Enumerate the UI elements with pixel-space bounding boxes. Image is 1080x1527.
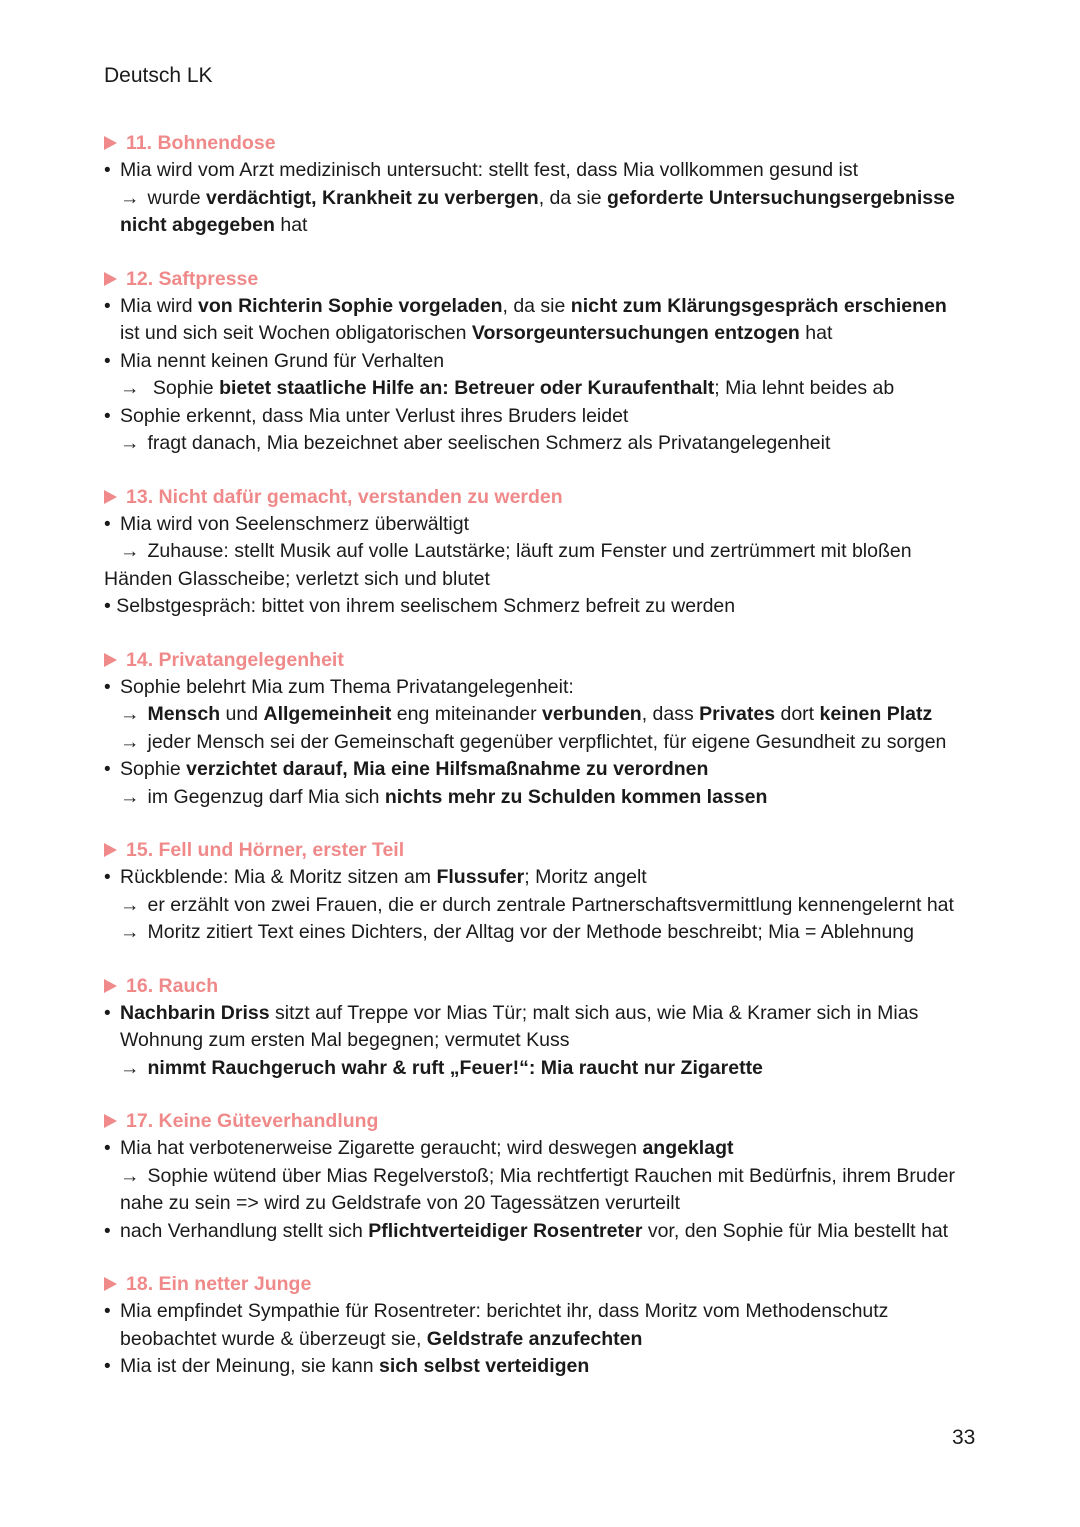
text: Mia hat verbotenerweise Zigarette geraucht; wird deswegen [120, 1137, 643, 1159]
text: Zuhause: stellt Musik auf volle Lautstärke; läuft zum Fenster und zertrümmert mit bloßen [147, 540, 912, 562]
bold-text: Vorsorgeuntersuchungen entzogen [471, 322, 800, 344]
text: nahe zu sein => wird zu Geldstrafe von 20 Tagessätzen verurteilt [120, 1192, 681, 1214]
page-number: 33 [952, 1426, 976, 1449]
bullet-text [104, 1137, 733, 1159]
continuation-line [104, 1027, 994, 1055]
text: Moritz zitiert Text eines Dichters, der Alltag vor der Methode beschreibt; Mia = Ablehnung [147, 921, 914, 943]
section-heading [104, 266, 994, 293]
page-header: Deutsch LK [104, 64, 213, 87]
bullet-text [104, 676, 574, 698]
bullet-item [104, 593, 994, 621]
arrow-item [104, 375, 994, 403]
arrow-item [104, 430, 994, 458]
text: dort [775, 703, 820, 725]
bullet-dot-icon: • [104, 405, 111, 427]
arrow-right-icon: → [120, 785, 140, 808]
bullet-item [104, 1000, 994, 1028]
arrow-right-icon: → [120, 1164, 140, 1187]
bold-text: Nachbarin Driss [120, 1001, 270, 1024]
arrow-right-icon: → [120, 730, 140, 753]
section-title: 12. Saftpresse [126, 267, 259, 290]
arrow-item [104, 919, 994, 947]
bullet-item [104, 1218, 994, 1246]
bullet-dot-icon: • [104, 867, 111, 888]
text: ; Mia lehnt beides ab [714, 377, 895, 399]
play-triangle-icon [104, 1277, 117, 1291]
section-title: 17. Keine Güteverhandlung [126, 1110, 379, 1132]
section-heading [104, 1271, 994, 1298]
play-triangle-icon [104, 843, 117, 857]
bold-text: Mensch [147, 703, 221, 725]
arrow-right-icon: → [120, 377, 140, 399]
bullet-item [104, 293, 994, 321]
bullet-text [104, 350, 444, 372]
play-triangle-icon [104, 490, 117, 504]
arrow-right-icon: → [120, 921, 140, 943]
bullet-dot-icon: • [104, 759, 111, 780]
bullet-text [104, 1220, 948, 1242]
bold-text: bietet staatliche Hilfe an: Betreuer oder Kuraufenthalt [219, 377, 715, 399]
text: , dass [641, 703, 700, 725]
bullet-item [104, 1353, 994, 1381]
bold-text: Flussufer [436, 866, 525, 888]
text: jeder Mensch sei der Gemeinschaft gegenüber verpflichtet, für eigene Gesundheit zu sorgen [147, 730, 947, 753]
play-triangle-icon [104, 136, 117, 150]
text: , da sie [538, 186, 607, 209]
bullet-text [104, 513, 469, 535]
arrow-item [104, 538, 994, 566]
play-triangle-icon [104, 979, 117, 993]
text: eng miteinander [391, 703, 543, 725]
bullet-item [104, 511, 994, 539]
text: Mia wird vom Arzt medizinisch untersucht: stellt fest, dass Mia vollkommen gesund ist [120, 159, 859, 181]
section-heading [104, 973, 994, 1000]
arrow-right-icon: → [120, 186, 140, 209]
bold-text: verbunden [542, 703, 642, 725]
text: beobachtet wurde & überzeugt sie, [120, 1327, 427, 1350]
section-14 [104, 647, 994, 812]
bullet-text [104, 1355, 589, 1377]
text: im Gegenzug darf Mia sich [147, 785, 385, 808]
text: hat [799, 322, 833, 344]
bold-text: Geldstrafe anzufechten [426, 1327, 643, 1350]
bullet-text [104, 1002, 918, 1024]
bullet-dot-icon: • [104, 595, 117, 617]
bold-text: keinen Platz [819, 703, 933, 725]
bullet-item [104, 1135, 994, 1163]
text: er erzählt von zwei Frauen, die er durch zentrale Partnerschaftsvermittlung kennengelernt hat [147, 893, 954, 916]
section-title: 11. Bohnendose [126, 132, 276, 154]
play-triangle-icon [104, 272, 117, 286]
bold-text: geforderte Untersuchungsergebnisse [607, 186, 955, 209]
bold-text: verdächtigt, Krankheit zu verbergen [206, 186, 539, 209]
arrow-item [104, 1163, 994, 1191]
continuation-line [104, 1190, 994, 1218]
section-heading [104, 837, 994, 864]
continuation-line [104, 212, 994, 240]
bullet-text [104, 1300, 888, 1322]
text: Sophie erkennt, dass Mia unter Verlust ihres Bruders leidet [120, 404, 629, 427]
text: und [220, 703, 264, 725]
bold-text: Pflichtverteidiger Rosentreter [368, 1219, 643, 1242]
text: , da sie [502, 294, 571, 317]
document-body [104, 130, 994, 1407]
bullet-item [104, 674, 994, 702]
text: Sophie belehrt Mia zum Thema Privatangelegenheit: [120, 675, 574, 698]
arrow-right-icon: → [120, 432, 140, 454]
bullet-dot-icon: • [104, 350, 111, 372]
text: nach Verhandlung stellt sich [120, 1219, 369, 1242]
section-heading [104, 1108, 994, 1135]
bullet-text [104, 295, 947, 317]
section-16 [104, 973, 994, 1083]
arrow-right-icon: → [120, 1056, 140, 1079]
bold-text: verzichtet darauf, Mia eine Hilfsmaßnahme zu verordnen [186, 758, 709, 780]
text: Mia empfindet Sympathie für Rosentreter: berichtet ihr, dass Moritz vom Methodenschutz [120, 1300, 889, 1322]
bullet-dot-icon: • [104, 160, 111, 181]
continuation-line [104, 1326, 994, 1354]
text: Mia ist der Meinung, sie kann [120, 1355, 380, 1377]
text: fragt danach, Mia bezeichnet aber seelischen Schmerz als Privatangelegenheit [147, 432, 831, 454]
text: wurde [147, 186, 207, 209]
bold-text: nimmt Rauchgeruch wahr & ruft „Feuer!“: Mia raucht nur Zigarette [147, 1056, 763, 1079]
bullet-dot-icon: • [104, 1002, 111, 1024]
section-12 [104, 266, 994, 458]
bold-text: sich selbst verteidigen [379, 1355, 590, 1377]
arrow-item [104, 892, 994, 920]
arrow-item [104, 784, 994, 812]
continuation-line [104, 566, 994, 594]
bold-text: nicht zum Klärungsgespräch erschienen [570, 294, 947, 317]
bullet-dot-icon: • [104, 1138, 111, 1159]
text: Mia wird von Seelenschmerz überwältigt [120, 512, 469, 535]
bullet-dot-icon: • [104, 513, 111, 535]
text: Wohnung zum ersten Mal begegnen; vermutet Kuss [120, 1029, 570, 1051]
arrow-item [104, 729, 994, 757]
bold-text: von Richterin Sophie vorgeladen [198, 294, 503, 317]
text: Sophie [120, 758, 187, 780]
text: ist und sich seit Wochen obligatorischen [120, 322, 472, 344]
continuation-line [104, 320, 994, 348]
bullet-text [104, 758, 708, 780]
arrow-item [104, 1055, 994, 1083]
section-heading [104, 130, 994, 157]
text: ; Moritz angelt [524, 866, 647, 888]
bold-text: angeklagt [642, 1137, 734, 1159]
text: Sophie [147, 377, 220, 399]
text: Rückblende: Mia & Moritz sitzen am [120, 866, 437, 888]
bullet-dot-icon: • [104, 1356, 111, 1377]
text: Händen Glasscheibe; verletzt sich und blutet [104, 567, 490, 590]
text: vor, den Sophie für Mia bestellt hat [642, 1219, 949, 1242]
section-15 [104, 837, 994, 947]
section-17 [104, 1108, 994, 1245]
bold-text: Privates [699, 703, 776, 725]
arrow-item [104, 185, 994, 213]
section-13 [104, 484, 994, 621]
bullet-dot-icon: • [104, 1220, 111, 1242]
text: Mia wird [120, 294, 199, 317]
text: Selbstgespräch: bittet von ihrem seelischem Schmerz befreit zu werden [116, 595, 736, 617]
section-title: 13. Nicht dafür gemacht, verstanden zu werden [126, 485, 563, 508]
bullet-item [104, 157, 994, 185]
bold-text: Allgemeinheit [263, 703, 392, 725]
section-heading [104, 484, 994, 511]
text: Mia nennt keinen Grund für Verhalten [120, 349, 445, 372]
section-title: 15. Fell und Hörner, erster Teil [126, 839, 405, 861]
bullet-text [104, 405, 628, 427]
bullet-item [104, 403, 994, 431]
bullet-text [104, 866, 647, 888]
bold-text: nichts mehr zu Schulden kommen lassen [384, 785, 768, 808]
arrow-right-icon: → [120, 703, 140, 725]
arrow-right-icon: → [120, 540, 140, 562]
bullet-text [104, 159, 858, 181]
bullet-item [104, 1298, 994, 1326]
bold-text: nicht abgegeben [120, 214, 275, 236]
section-11 [104, 130, 994, 240]
play-triangle-icon [104, 1114, 117, 1128]
bullet-dot-icon: • [104, 1301, 111, 1322]
section-title: 18. Ein netter Junge [126, 1273, 312, 1295]
arrow-item [104, 701, 994, 729]
section-title: 16. Rauch [126, 974, 219, 997]
section-18 [104, 1271, 994, 1381]
bullet-dot-icon: • [104, 676, 111, 698]
text: sitzt auf Treppe vor Mias Tür; malt sich aus, wie Mia & Kramer sich in Mias [269, 1001, 919, 1024]
bullet-item [104, 756, 994, 784]
section-title: 14. Privatangelegenheit [126, 648, 344, 671]
text: Sophie wütend über Mias Regelverstoß; Mia rechtfertigt Rauchen mit Bedürfnis, ihrem Bruder [147, 1164, 955, 1187]
text: hat [274, 214, 308, 236]
section-heading [104, 647, 994, 674]
arrow-right-icon: → [120, 893, 140, 916]
bullet-item [104, 348, 994, 376]
bullet-dot-icon: • [104, 295, 111, 317]
bullet-item [104, 864, 994, 892]
play-triangle-icon [104, 653, 117, 667]
